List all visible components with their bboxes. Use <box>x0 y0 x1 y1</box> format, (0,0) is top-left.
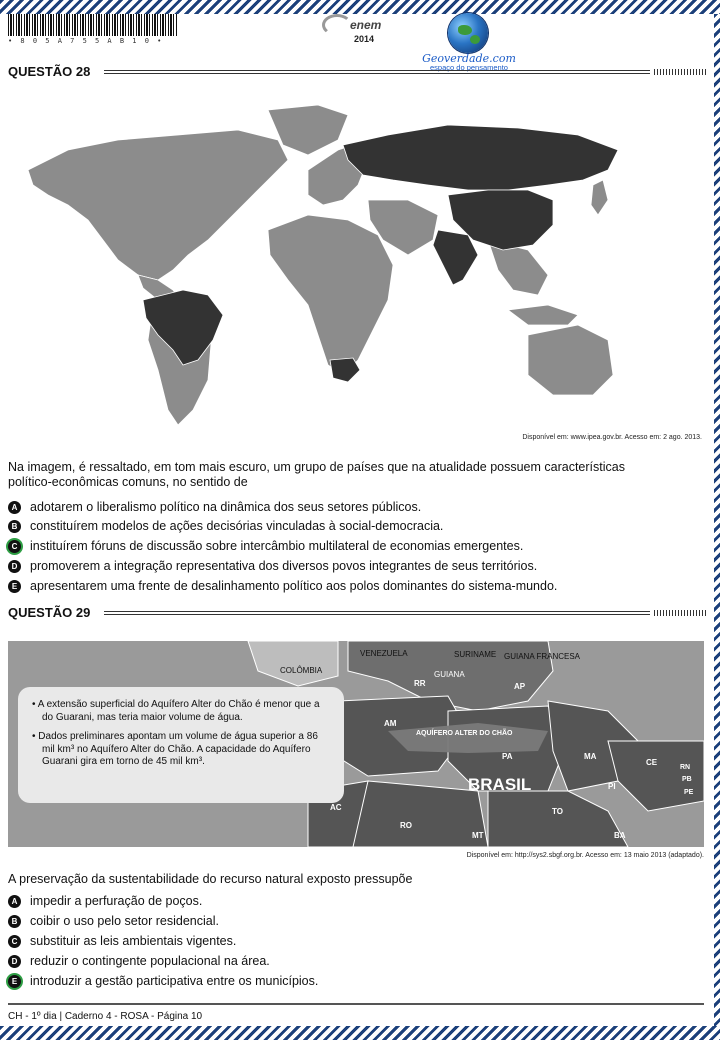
question-28-header <box>8 64 708 80</box>
label-am: AM <box>384 719 397 728</box>
q29-source: Disponível em: http://sys2.sbgf.org.br. Acesso em: 13 maio 2013 (adaptado). <box>466 852 704 859</box>
q28-option-e[interactable] <box>8 577 557 595</box>
q29-option-e-text: introduzir a gestão participativa entre os municípios. <box>30 974 319 988</box>
label-ma: MA <box>584 752 597 761</box>
label-aquifero: AQUÍFERO ALTER DO CHÃO <box>416 730 513 737</box>
q28-option-b[interactable] <box>8 517 443 535</box>
label-pa: PA <box>502 752 513 761</box>
label-guiana: GUIANA <box>434 670 465 679</box>
q28-stem <box>8 460 704 490</box>
q29-option-b[interactable] <box>8 912 219 930</box>
question-28-title: QUESTÃO 28 <box>8 64 91 79</box>
world-map-svg <box>8 90 712 430</box>
header-rule <box>104 611 650 615</box>
option-letter-b: B <box>8 915 21 928</box>
q28-option-c-text: instituírem fóruns de discussão sobre intercâmbio multilateral de economias emergentes. <box>30 539 524 553</box>
label-ro: RO <box>400 821 412 830</box>
q29-option-d[interactable] <box>8 952 270 970</box>
globe-icon <box>448 13 488 53</box>
option-letter-e: E <box>8 975 21 988</box>
enem-logo <box>320 10 400 44</box>
label-colombia: COLÔMBIA <box>280 666 323 675</box>
option-letter-a: A <box>8 501 21 514</box>
bottom-border-stripe <box>0 1026 720 1040</box>
barcode-number: • 8 0 5 A 7 5 5 A B 1 0 • <box>8 37 164 45</box>
option-letter-b: B <box>8 520 21 533</box>
q29-option-b-text: coibir o uso pelo setor residencial. <box>30 914 219 928</box>
header-dots <box>654 610 708 616</box>
question-29-title: QUESTÃO 29 <box>8 605 91 620</box>
watermark-name: Geoverdade.com <box>422 52 516 65</box>
page-footer: CH - 1º dia | Caderno 4 - ROSA - Página 10 <box>8 1011 203 1022</box>
right-border-stripe <box>714 14 720 1026</box>
q29-option-a-text: impedir a perfuração de poços. <box>30 894 203 908</box>
q29-stem: A preservação da sustentabilidade do recurso natural exposto pressupõe <box>8 872 413 886</box>
label-rn: RN <box>680 764 691 771</box>
q28-option-e-text: apresentarem uma frente de desalinhamento político aos polos dominantes do sistema-mundo. <box>30 579 558 593</box>
label-rr: RR <box>414 679 426 688</box>
q28-source: Disponível em: www.ipea.gov.br. Acesso em: 2 ago. 2013. <box>522 434 702 441</box>
option-letter-c: C <box>8 935 21 948</box>
info-bullet-2: • Dados preliminares apontam um volume de água superior a 86 mil km³ no Aquífero Alter do Chão. A capacidade do Aquífero Guarani gira em torno de 45 mil km³. <box>32 731 318 767</box>
option-letter-a: A <box>8 895 21 908</box>
world-map <box>8 90 712 430</box>
enem-logo-text: enem <box>350 18 382 32</box>
label-ba: BA <box>614 831 626 840</box>
label-ac: AC <box>330 803 342 812</box>
label-guiana-francesa: GUIANA FRANCESA <box>504 652 581 661</box>
q29-option-a[interactable] <box>8 892 202 910</box>
label-venezuela: VENEZUELA <box>360 649 408 658</box>
option-letter-d: D <box>8 560 21 573</box>
watermark-tagline: espaço do pensamento <box>430 63 508 72</box>
label-mt: MT <box>472 831 484 840</box>
aquifer-info-box <box>18 687 344 803</box>
label-brasil: BRASIL <box>468 775 532 794</box>
label-pi: PI <box>608 782 616 791</box>
q28-option-a[interactable] <box>8 498 421 516</box>
footer-rule <box>8 1003 704 1005</box>
label-suriname: SURINAME <box>454 650 497 659</box>
q29-option-e[interactable] <box>8 972 318 990</box>
info-bullet-1: • A extensão superficial do Aquífero Alter do Chão é menor que a do Guarani, mas teria maior volume de água. <box>32 699 320 723</box>
option-letter-c: C <box>8 540 21 553</box>
q28-option-b-text: constituírem modelos de ações decisórias vinculadas à social-democracia. <box>30 519 444 533</box>
enem-swoosh-icon <box>322 14 352 36</box>
q28-stem-line1: Na imagem, é ressaltado, em tom mais escuro, um grupo de países que na atualidade possuem características <box>8 460 625 474</box>
label-ce: CE <box>646 758 658 767</box>
exam-year: 2014 <box>354 34 375 44</box>
q29-option-c-text: substituir as leis ambientais vigentes. <box>30 934 237 948</box>
q28-stem-line2: político-econômicas comuns, no sentido de <box>8 475 248 489</box>
q28-option-c[interactable] <box>8 537 523 555</box>
header-dots <box>654 69 708 75</box>
q28-option-a-text: adotarem o liberalismo político na dinâmica dos seus setores públicos. <box>30 500 422 514</box>
barcode <box>8 14 178 36</box>
header-rule <box>104 70 650 74</box>
label-to: TO <box>552 807 563 816</box>
label-pe: PE <box>684 789 694 796</box>
q28-option-d[interactable] <box>8 557 537 575</box>
amazon-aquifer-map <box>8 641 704 847</box>
label-pb: PB <box>682 776 692 783</box>
q29-option-d-text: reduzir o contingente populacional na área. <box>30 954 270 968</box>
label-ap: AP <box>514 682 526 691</box>
q29-option-c[interactable] <box>8 932 236 950</box>
q28-option-d-text: promoverem a integração representativa dos diversos povos integrantes de seus territórios. <box>30 559 538 573</box>
option-letter-e: E <box>8 580 21 593</box>
option-letter-d: D <box>8 955 21 968</box>
question-29-header <box>8 605 708 621</box>
